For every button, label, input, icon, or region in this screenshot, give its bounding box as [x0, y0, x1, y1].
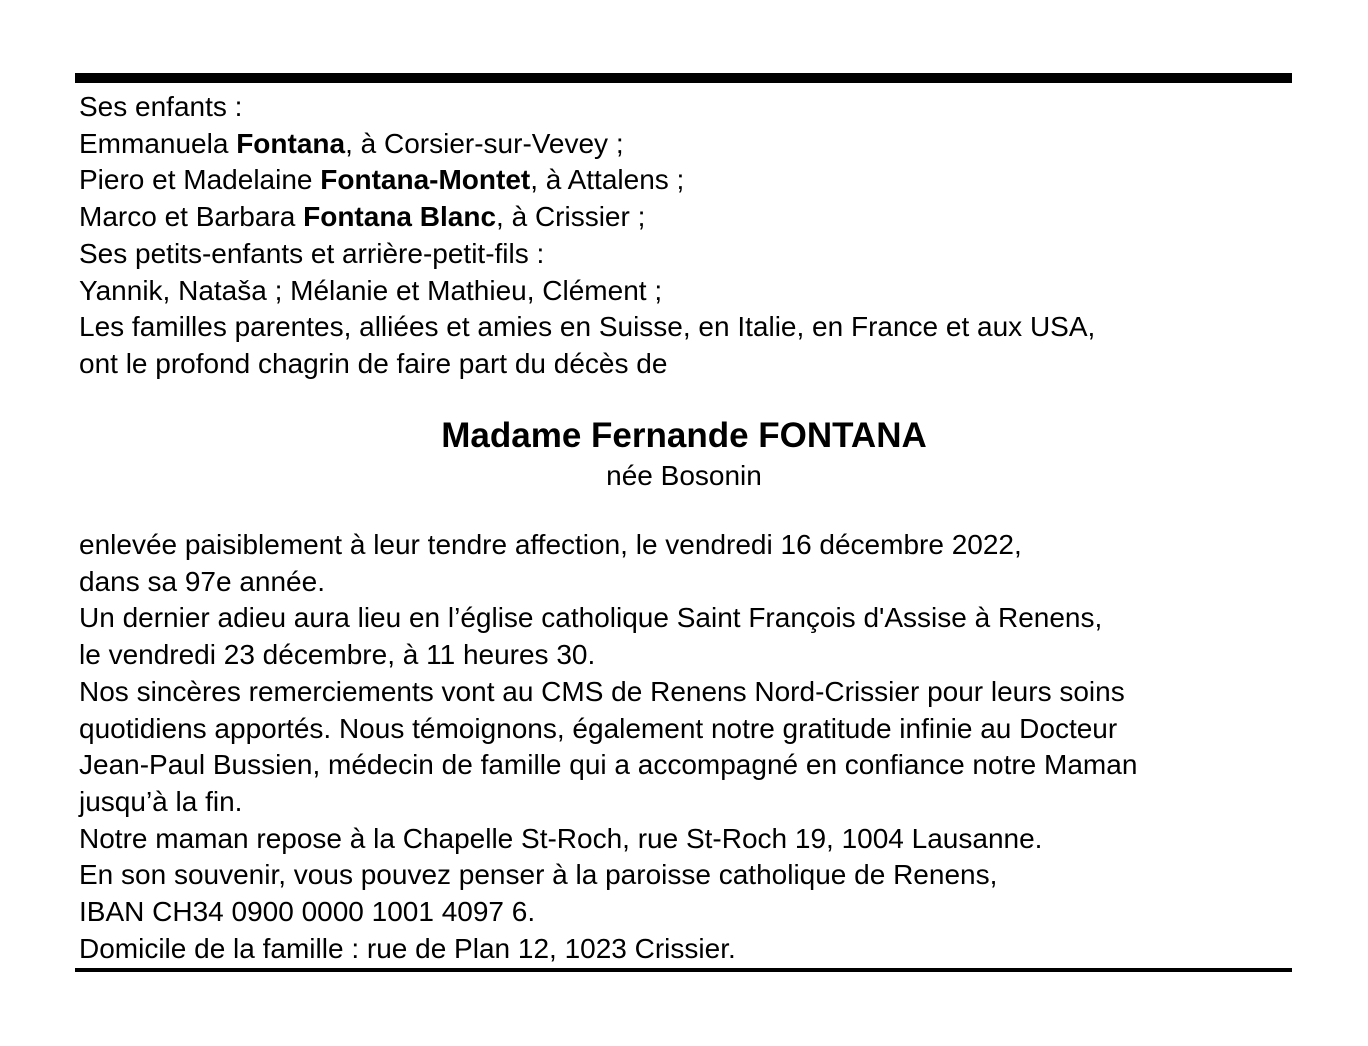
grandchildren-heading: Ses petits-enfants et arrière-petit-fils : — [79, 237, 545, 269]
grandchildren-names: Yannik, Nataša ; Mélanie et Mathieu, Clément ; — [79, 274, 663, 306]
bottom-rule — [75, 968, 1292, 972]
detail-line: Domicile de la famille : rue de Plan 12, 1023 Crissier. — [79, 932, 736, 964]
detail-line: quotidiens apportés. Nous témoignons, également notre gratitude infinie au Docteur — [79, 712, 1118, 744]
detail-line: Un dernier adieu aura lieu en l’église catholique Saint François d'Assise à Renens, — [79, 602, 1103, 634]
detail-line: Nos sincères remerciements vont au CMS de Renens Nord-Crissier pour leurs soins — [79, 675, 1125, 707]
detail-line: dans sa 97e année. — [79, 565, 325, 597]
detail-line: IBAN CH34 0900 0000 1001 4097 6. — [79, 896, 536, 928]
detail-line: Jean-Paul Bussien, médecin de famille qui a accompagné en confiance notre Maman — [79, 749, 1138, 781]
detail-line: En son souvenir, vous pouvez penser à la paroisse catholique de Renens, — [79, 859, 998, 891]
family-announcement — [79, 89, 1319, 383]
child-surname: Fontana-Montet — [320, 164, 531, 196]
deceased-name: Madame Fernande FONTANA — [441, 416, 927, 455]
child-surname: Fontana Blanc — [303, 201, 497, 233]
detail-line: jusqu’à la fin. — [79, 785, 243, 817]
child-line-3: Marco et Barbara Fontana Blanc, à Crissier ; — [79, 201, 646, 233]
top-rule — [75, 73, 1292, 83]
announcement-line: ont le profond chagrin de faire part du décès de — [79, 347, 668, 379]
child-line-1: Emmanuela Fontana, à Corsier-sur-Vevey ; — [79, 127, 624, 159]
maiden-name: née Bosonin — [606, 460, 762, 491]
families-line: Les familles parentes, alliées et amies en Suisse, en Italie, en France et aux USA, — [79, 311, 1096, 343]
detail-line: enlevée paisiblement à leur tendre affection, le vendredi 16 décembre 2022, — [79, 529, 1022, 560]
notice-details — [79, 527, 1319, 967]
child-surname: Fontana — [236, 127, 346, 159]
detail-line: le vendredi 23 décembre, à 11 heures 30. — [79, 639, 596, 671]
detail-line: Notre maman repose à la Chapelle St-Roch, rue St-Roch 19, 1004 Lausanne. — [79, 822, 1043, 854]
child-line-2: Piero et Madelaine Fontana-Montet, à Attalens ; — [79, 164, 685, 196]
children-heading: Ses enfants : — [79, 91, 243, 122]
